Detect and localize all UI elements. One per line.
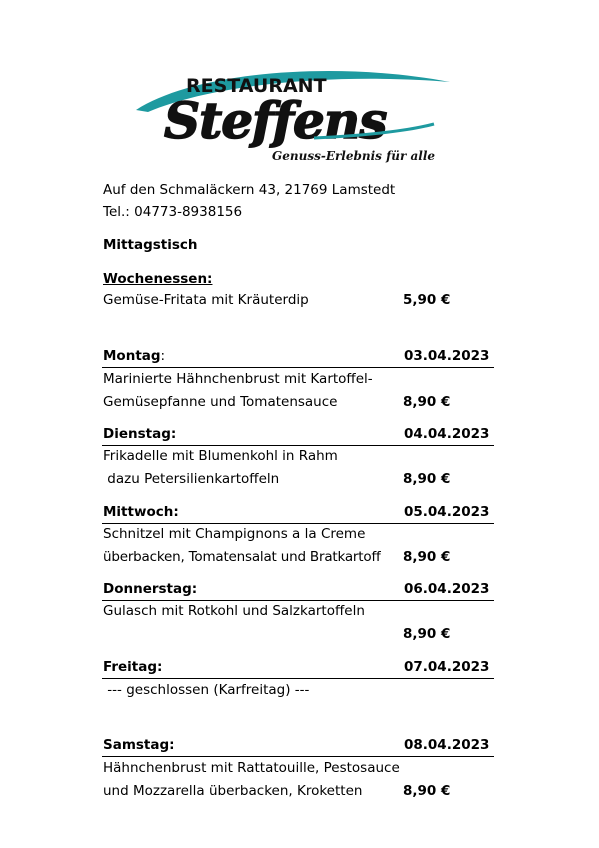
- dish-price: 8,90 €: [403, 471, 451, 487]
- day-label-saturday: Samstag:: [103, 737, 175, 753]
- logo-slogan-text: Genuss-Erlebnis für alle: [272, 149, 436, 163]
- logo-restaurant-text: RESTAURANT: [186, 75, 327, 97]
- weekly-dish: Gemüse-Fritata mit Kräuterdip: [103, 292, 309, 308]
- dish-price: 8,90 €: [403, 394, 451, 410]
- dish-price: 8,90 €: [403, 549, 451, 565]
- divider: [102, 600, 494, 601]
- restaurant-logo: [134, 62, 454, 172]
- day-label-wednesday: Mittwoch:: [103, 504, 179, 520]
- dish-line: und Mozzarella überbacken, Kroketten: [103, 783, 363, 799]
- dish-line: dazu Petersilienkartoffeln: [103, 471, 280, 487]
- divider: [102, 367, 494, 368]
- day-label-friday: Freitag:: [103, 659, 163, 675]
- phone-text: Tel.: 04773-8938156: [103, 204, 243, 220]
- day-date-saturday: 08.04.2023: [404, 737, 490, 753]
- weekly-label: Wochenessen:: [103, 271, 213, 287]
- day-date-monday: 03.04.2023: [404, 348, 490, 364]
- weekly-price: 5,90 €: [403, 292, 451, 308]
- day-date-friday: 07.04.2023: [404, 659, 490, 675]
- dish-line: Hähnchenbrust mit Rattatouille, Pestosauce: [103, 760, 400, 776]
- day-label-monday: Montag:: [103, 348, 166, 364]
- logo-name-text: Steffens: [164, 91, 387, 150]
- dish-line: Marinierte Hähnchenbrust mit Kartoffel-: [103, 371, 373, 387]
- divider: [102, 445, 494, 446]
- divider: [102, 678, 494, 679]
- dish-price: 8,90 €: [403, 626, 451, 642]
- day-date-thursday: 06.04.2023: [404, 581, 490, 597]
- closed-notice: --- geschlossen (Karfreitag) ---: [103, 682, 310, 698]
- day-label-thursday: Donnerstag:: [103, 581, 198, 597]
- dish-line: Schnitzel mit Champignons a la Creme: [103, 526, 366, 542]
- dish-line: überbacken, Tomatensalat und Bratkartoff: [103, 549, 381, 565]
- day-date-tuesday: 04.04.2023: [404, 426, 490, 442]
- address-text: Auf den Schmaläckern 43, 21769 Lamstedt: [103, 182, 396, 198]
- dish-price: 8,90 €: [403, 783, 451, 799]
- divider: [102, 756, 494, 757]
- day-date-wednesday: 05.04.2023: [404, 504, 490, 520]
- menu-heading: Mittagstisch: [103, 237, 198, 253]
- day-label-tuesday: Dienstag:: [103, 426, 177, 442]
- dish-line: Gemüsepfanne und Tomatensauce: [103, 394, 338, 410]
- divider: [102, 523, 494, 524]
- dish-line: Gulasch mit Rotkohl und Salzkartoffeln: [103, 603, 365, 619]
- dish-line: Frikadelle mit Blumenkohl in Rahm: [103, 448, 338, 464]
